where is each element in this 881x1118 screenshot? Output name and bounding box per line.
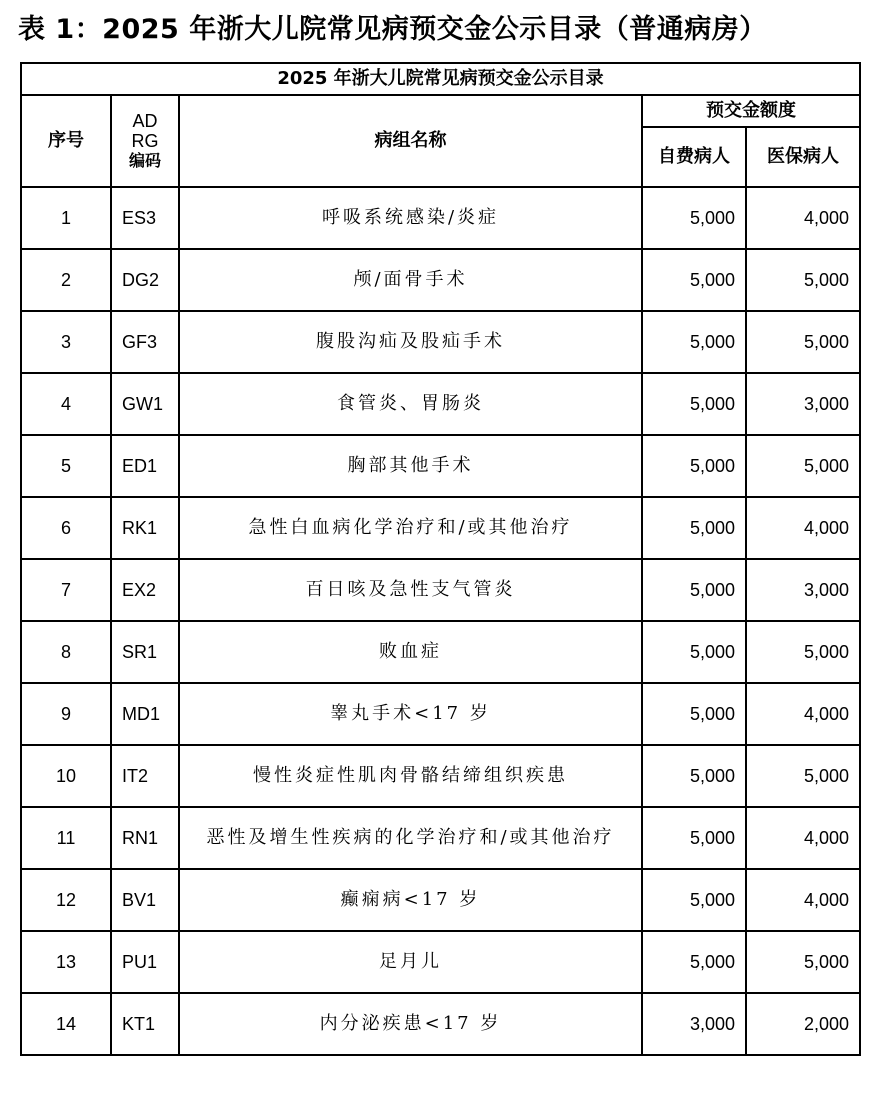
table-row: [21, 869, 860, 931]
row-self-pay-amount: 5,000: [642, 559, 746, 621]
table-row: [21, 559, 860, 621]
row-group-name: 恶性及增生性疾病的化学治疗和/或其他治疗: [179, 807, 642, 869]
row-self-pay-amount: 5,000: [642, 869, 746, 931]
row-self-pay-amount: 5,000: [642, 497, 746, 559]
row-self-pay-amount: 3,000: [642, 993, 746, 1055]
row-seq: 14: [21, 993, 111, 1055]
row-seq: 4: [21, 373, 111, 435]
row-seq: 12: [21, 869, 111, 931]
table-row: [21, 993, 860, 1055]
row-adrg-code: GW1: [111, 373, 179, 435]
table-row: [21, 621, 860, 683]
row-adrg-code: RN1: [111, 807, 179, 869]
row-insured-amount: 4,000: [746, 683, 860, 745]
row-self-pay-amount: 5,000: [642, 745, 746, 807]
row-adrg-code: EX2: [111, 559, 179, 621]
row-insured-amount: 5,000: [746, 311, 860, 373]
row-adrg-code: BV1: [111, 869, 179, 931]
row-group-name: 足月儿: [179, 931, 642, 993]
row-group-name: 百日咳及急性支气管炎: [179, 559, 642, 621]
row-seq: 9: [21, 683, 111, 745]
row-group-name: 急性白血病化学治疗和/或其他治疗: [179, 497, 642, 559]
table-row: [21, 745, 860, 807]
header-seq: 序号: [21, 95, 111, 187]
row-group-name: 胸部其他手术: [179, 435, 642, 497]
header-adrg-code: [111, 95, 179, 187]
row-self-pay-amount: 5,000: [642, 373, 746, 435]
table-caption: 2025 年浙大儿院常见病预交金公示目录: [21, 63, 860, 95]
row-adrg-code: GF3: [111, 311, 179, 373]
row-group-name: 呼吸系统感染/炎症: [179, 187, 642, 249]
row-insured-amount: 4,000: [746, 869, 860, 931]
row-adrg-code: ES3: [111, 187, 179, 249]
row-seq: 10: [21, 745, 111, 807]
table-row: [21, 497, 860, 559]
deposit-table: [20, 62, 861, 1056]
row-insured-amount: 5,000: [746, 931, 860, 993]
row-self-pay-amount: 5,000: [642, 435, 746, 497]
header-row-1: [21, 95, 860, 127]
header-adrg-line1: AD: [132, 111, 158, 131]
row-group-name: 癫痫病<17 岁: [179, 869, 642, 931]
row-group-name: 食管炎、胃肠炎: [179, 373, 642, 435]
row-insured-amount: 4,000: [746, 497, 860, 559]
table-row: [21, 187, 860, 249]
header-group-name: 病组名称: [179, 95, 642, 187]
table-row: [21, 683, 860, 745]
row-self-pay-amount: 5,000: [642, 807, 746, 869]
document-title: 表 1：2025 年浙大儿院常见病预交金公示目录（普通病房）: [18, 14, 767, 45]
row-group-name: 腹股沟疝及股疝手术: [179, 311, 642, 373]
row-seq: 8: [21, 621, 111, 683]
row-seq: 13: [21, 931, 111, 993]
table-caption-row: [21, 63, 860, 95]
row-group-name: 败血症: [179, 621, 642, 683]
row-seq: 1: [21, 187, 111, 249]
header-self-pay: 自费病人: [642, 127, 746, 187]
row-adrg-code: KT1: [111, 993, 179, 1055]
row-seq: 2: [21, 249, 111, 311]
row-adrg-code: IT2: [111, 745, 179, 807]
row-group-name: 睾丸手术<17 岁: [179, 683, 642, 745]
row-self-pay-amount: 5,000: [642, 621, 746, 683]
row-insured-amount: 5,000: [746, 745, 860, 807]
row-adrg-code: PU1: [111, 931, 179, 993]
row-insured-amount: 3,000: [746, 373, 860, 435]
row-self-pay-amount: 5,000: [642, 683, 746, 745]
row-seq: 11: [21, 807, 111, 869]
row-insured-amount: 5,000: [746, 621, 860, 683]
row-insured-amount: 2,000: [746, 993, 860, 1055]
row-self-pay-amount: 5,000: [642, 931, 746, 993]
row-insured-amount: 5,000: [746, 249, 860, 311]
row-seq: 3: [21, 311, 111, 373]
table-row: [21, 931, 860, 993]
row-self-pay-amount: 5,000: [642, 311, 746, 373]
table-row: [21, 807, 860, 869]
row-adrg-code: ED1: [111, 435, 179, 497]
row-group-name: 颅/面骨手术: [179, 249, 642, 311]
row-insured-amount: 5,000: [746, 435, 860, 497]
row-seq: 5: [21, 435, 111, 497]
row-self-pay-amount: 5,000: [642, 249, 746, 311]
row-seq: 7: [21, 559, 111, 621]
row-adrg-code: MD1: [111, 683, 179, 745]
row-group-name: 内分泌疾患<17 岁: [179, 993, 642, 1055]
row-adrg-code: SR1: [111, 621, 179, 683]
row-insured-amount: 4,000: [746, 807, 860, 869]
table-row: [21, 311, 860, 373]
table-row: [21, 435, 860, 497]
row-group-name: 慢性炎症性肌肉骨骼结缔组织疾患: [179, 745, 642, 807]
row-insured-amount: 4,000: [746, 187, 860, 249]
row-adrg-code: RK1: [111, 497, 179, 559]
header-insured: 医保病人: [746, 127, 860, 187]
row-self-pay-amount: 5,000: [642, 187, 746, 249]
header-deposit: 预交金额度: [642, 95, 860, 127]
row-adrg-code: DG2: [111, 249, 179, 311]
table-row: [21, 249, 860, 311]
table-row: [21, 373, 860, 435]
row-seq: 6: [21, 497, 111, 559]
header-adrg-line2: RG: [131, 131, 159, 151]
header-adrg-line3: 编码: [128, 151, 161, 170]
row-insured-amount: 3,000: [746, 559, 860, 621]
